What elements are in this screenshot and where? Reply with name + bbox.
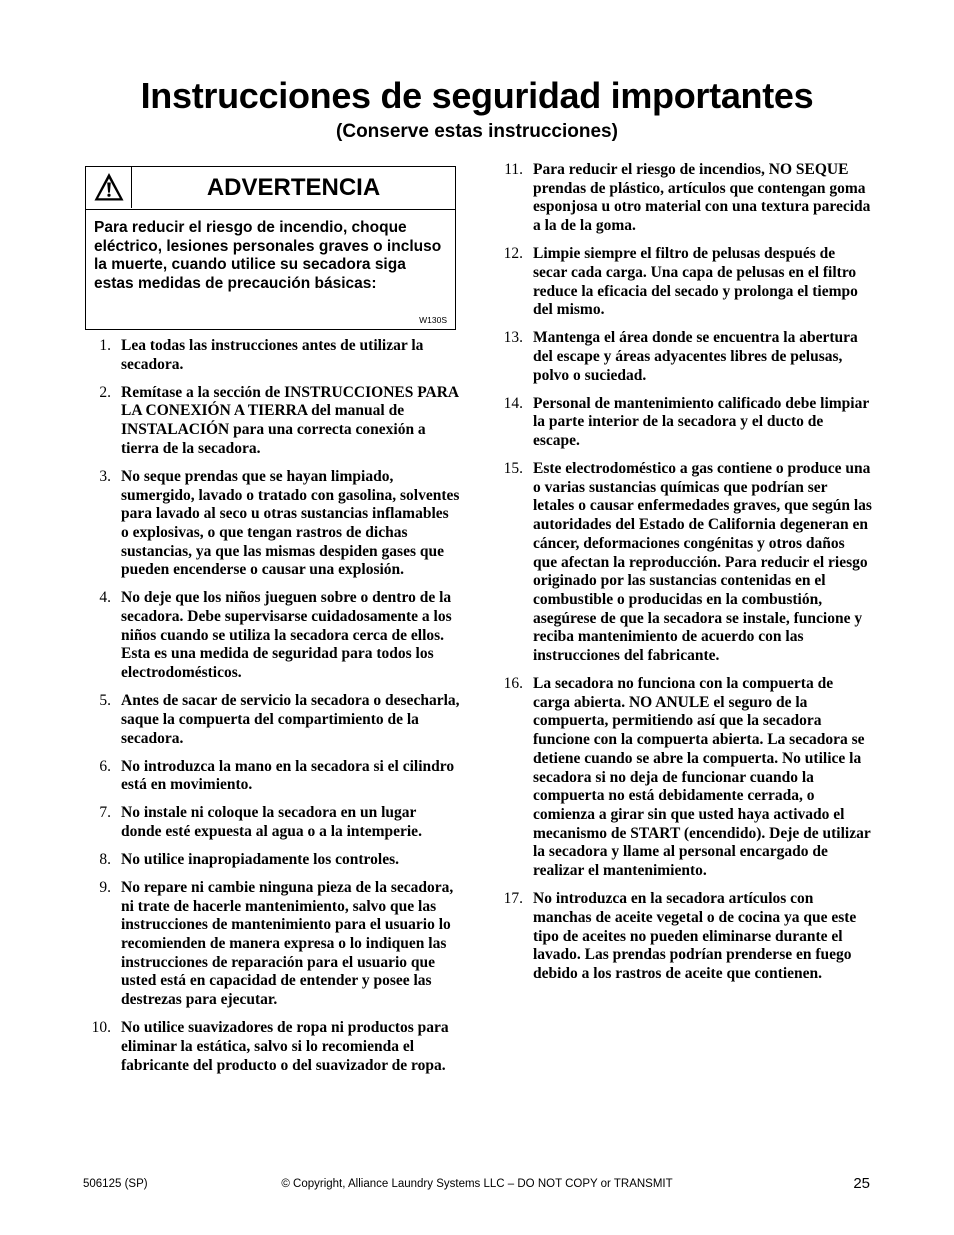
footer-document-code: 506125 (SP) (83, 1178, 148, 1190)
warning-icon-cell (86, 167, 132, 208)
item-number: 6. (99, 757, 111, 775)
item-text: Limpie siempre el filtro de pelusas después de secar cada carga. Una capa de pelusas en el filtro reduce la eficacia del secado y prolonga el tiempo del mismo. (533, 245, 858, 319)
list-item (85, 692, 460, 748)
item-number: 7. (99, 804, 111, 822)
item-text: No repare ni cambie ninguna pieza de la secadora, ni trate de hacerle mantenimiento, salvo que las instrucciones de mantenimiento para el usuario lo recomienden de manera expresa o lo indiquen las instrucciones de reparación para el usuario que usted está en capacidad de entender y posee las destrezas para ejecutar. (121, 878, 454, 1009)
list-item (85, 384, 460, 459)
item-text: Este electrodoméstico a gas contiene o produce una o varias sustancias químicas que podrían ser letales o causar enfermedades graves, que según las autoridades del Estado de California degeneran en cáncer, deformaciones congénitas y otros daños que afectan la reproducción. Para reducir el riesgo originado por las sustancias contenidas en el combustible o producidas en la combustión, asegúrese de que la secadora se instale, funcione y reciba mantenimiento de acuerdo con las instrucciones del fabricante. (533, 460, 872, 665)
item-text: No introduzca en la secadora artículos con manchas de aceite vegetal o de cocina ya que este tipo de aceites no pueden eliminarse durante el lavado. Las prendas podrían prenderse en fuego debido a los rastros de aceite que contienen. (533, 890, 857, 982)
list-item (85, 758, 460, 795)
item-number: 13. (503, 329, 523, 347)
item-number: 9. (99, 878, 111, 896)
item-text: Lea todas las instrucciones antes de utilizar la secadora. (121, 337, 424, 373)
page-number: 25 (853, 1175, 870, 1192)
item-number: 8. (99, 850, 111, 868)
warning-code: W130S (419, 315, 447, 325)
item-number: 15. (503, 460, 523, 478)
list-item (85, 879, 460, 1010)
item-number: 2. (99, 383, 111, 401)
item-number: 11. (504, 161, 523, 178)
item-text: Para reducir el riesgo de incendios, NO SEQUE prendas de plástico, artículos que contengan goma esponjosa u otro material con una textura parecida a la de la goma. (533, 161, 871, 235)
item-text: No utilice inapropiadamente los controles. (121, 850, 399, 868)
item-text: Remítase a la sección de INSTRUCCIONES PARA LA CONEXIÓN A TIERRA del manual de INSTALACIÓN para una correcta conexión a tierra de la secadora. (121, 383, 459, 457)
instructions-list-right (497, 161, 872, 993)
list-item (497, 329, 872, 385)
list-item (497, 395, 872, 451)
page-title: Instrucciones de seguridad importantes (140, 75, 814, 116)
item-text: No deje que los niños jueguen sobre o dentro de la secadora. Debe supervisarse cuidadosamente a los niños cuando se utiliza la secadora cerca de ellos. Esta es una medida de seguridad para todos los electrodomésticos. (121, 589, 452, 682)
warning-box (85, 166, 456, 330)
list-item (497, 460, 872, 666)
item-number: 4. (99, 589, 111, 607)
list-item (85, 468, 460, 580)
list-item (85, 1019, 460, 1075)
item-number: 10. (91, 1019, 111, 1037)
item-text: Personal de mantenimiento calificado debe limpiar la parte interior de la secadora y el ducto de escape. (533, 394, 869, 450)
warning-header (86, 167, 455, 210)
list-item (497, 890, 872, 984)
list-item (85, 589, 460, 683)
warning-heading: ADVERTENCIA (206, 174, 381, 201)
page-subtitle: (Conserve estas instrucciones) (336, 121, 618, 142)
item-text: No introduzca la mano en la secadora si el cilindro está en movimiento. (121, 757, 455, 794)
list-item (85, 337, 460, 374)
warning-text: Para reducir el riesgo de incendio, choque eléctrico, lesiones personales graves o incluso la muerte, cuando utilice su secadora siga estas medidas de precaución básicas: (94, 219, 442, 292)
footer-copyright: © Copyright, Alliance Laundry Systems LLC – DO NOT COPY or TRANSMIT (281, 1178, 673, 1190)
warning-triangle-icon (93, 171, 125, 203)
item-number: 5. (99, 692, 111, 710)
item-number: 3. (99, 467, 111, 485)
item-text: Antes de sacar de servicio la secadora o desecharla, saque la compuerta del compartimiento de la secadora. (121, 692, 460, 747)
item-number: 14. (503, 394, 523, 412)
item-number: 1. (99, 337, 111, 354)
item-text: No utilice suavizadores de ropa ni productos para eliminar la estática, salvo si lo recomienda el fabricante del producto o del suavizador de ropa. (121, 1019, 449, 1074)
list-item (497, 675, 872, 881)
list-item (497, 245, 872, 320)
list-item (85, 804, 460, 841)
instructions-list-left (85, 337, 460, 1085)
item-text: La secadora no funciona con la compuerta de carga abierta. NO ANULE el seguro de la compuerta, permitiendo así que la secadora funcione con la compuerta abierta. La secadora se detiene cuando se abre la compuerta. No utilice la secadora si no deja de funcionar cuando la compuerta no está debidamente cerrada, o comienza a girar sin que usted haya activado el mecanismo de START (encendido). Deje de utilizar la secadora y llame al personal encargado de realizar el mantenimiento. (533, 675, 871, 880)
item-number: 17. (503, 890, 523, 908)
list-item (497, 161, 872, 236)
item-text: No instale ni coloque la secadora en un lugar donde esté expuesta al agua o a la intemperie. (121, 804, 422, 840)
item-text: Mantenga el área donde se encuentra la abertura del escape y áreas adyacentes libres de pelusas, polvo o suciedad. (533, 329, 858, 384)
item-number: 12. (503, 245, 523, 263)
list-item (85, 851, 460, 870)
item-number: 16. (503, 675, 523, 693)
item-text: No seque prendas que se hayan limpiado, sumergido, lavado o tratado con gasolina, solventes para lavado al seco u otras sustancias inflamables o explosivas, o que tengan rastros de dichas sustancias, ya que las mismas despiden gases que pueden encenderse o causar una explosión. (121, 467, 460, 579)
